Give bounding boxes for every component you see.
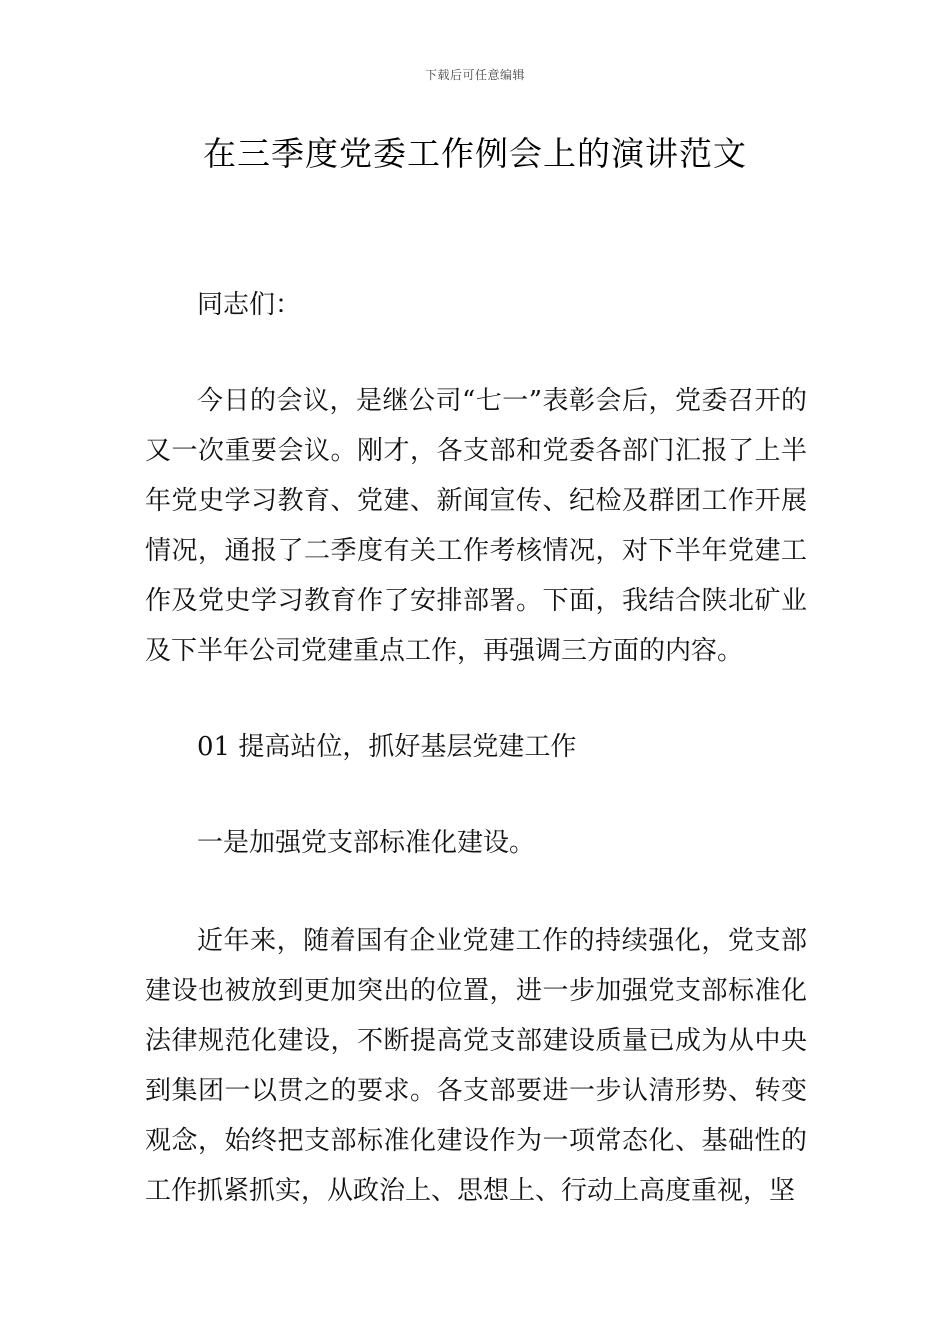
paragraph-body: 近年来，随着国有企业党建工作的持续强化，党支部建设也被放到更加突出的位置，进一步加强党支部标准化法律规范化建设，不断提高党支部建设质量已成为从中央到集团一以贯之的要求。各支部要进一步认清形势、转变观念，始终把支部标准化建设作为一项常态化、基础性的工作抓紧抓实，从政治上、思想上、行动上高度重视，坚: [145, 926, 807, 1206]
document-body: [145, 280, 807, 1216]
paragraph-intro: 今日的会议，是继公司“七一”表彰会后，党委召开的又一次重要会议。刚才，各支部和党委各部门汇报了上半年党史学习教育、党建、新闻宣传、纪检及群团工作开展情况，通报了二季度有关工作考核情况，对下半年党建工作及党史学习教育作了安排部署。下面，我结合陕北矿业及下半年公司党建重点工作，再强调三方面的内容。: [145, 386, 807, 666]
section-heading: 01 提高站位，抓好基层党建工作: [197, 732, 577, 762]
greeting: 同志们：: [197, 290, 302, 320]
document-title: 在三季度党委工作例会上的演讲范文: [203, 134, 747, 173]
header-note: 下载后可任意编辑: [424, 68, 525, 82]
subheading: 一是加强党支部标准化建设。: [197, 828, 536, 858]
